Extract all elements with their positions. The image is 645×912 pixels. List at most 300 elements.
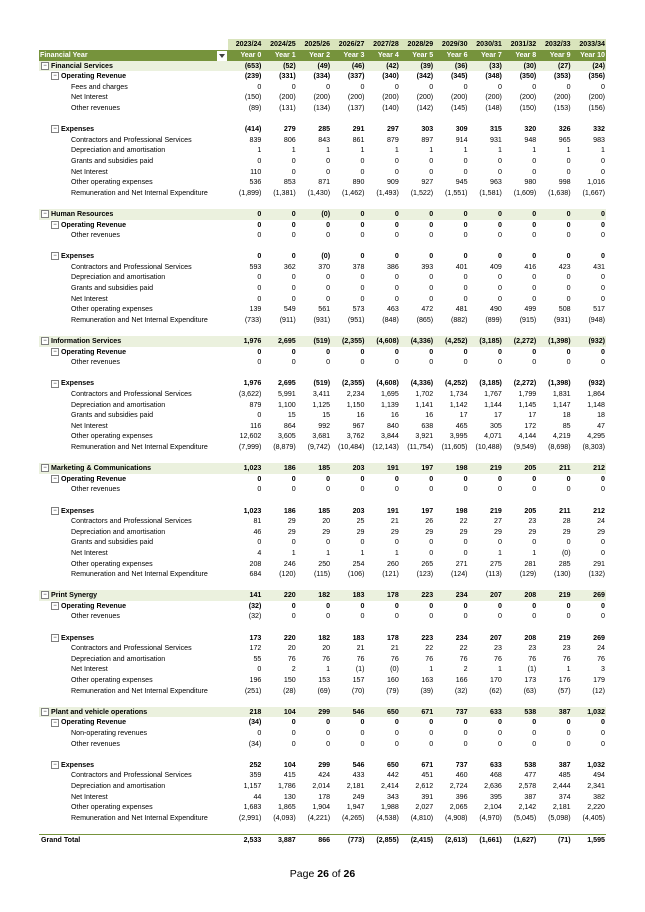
value-cell: 275	[490, 559, 502, 568]
value-cell: 737	[434, 707, 468, 718]
value-cell: 370	[318, 262, 331, 271]
value-cell: 538	[503, 707, 537, 718]
value-cell: (4,221)	[307, 813, 331, 822]
value-cell: 879	[386, 135, 399, 144]
value-cell: (1,551)	[445, 188, 468, 197]
value-cell: (12,143)	[372, 442, 399, 451]
value-cell: 0	[566, 284, 571, 293]
value-cell: 76	[425, 654, 434, 663]
value-cell: 44	[253, 792, 262, 801]
value-cell: 183	[352, 633, 365, 642]
row-label-cell	[39, 760, 228, 771]
collapse-toggle-icon[interactable]: −	[51, 634, 59, 642]
fiscal-year-header-row	[39, 39, 606, 50]
value-cell: 5,991	[277, 390, 296, 398]
value-cell: 0	[429, 167, 434, 176]
value-cell: 387	[537, 707, 571, 718]
value-cell: 0	[497, 485, 502, 494]
value-cell: 866	[297, 834, 331, 845]
table-row	[39, 188, 606, 199]
row-label-cell	[39, 643, 228, 654]
value-cell: 0	[360, 284, 365, 293]
value-cell: 0	[601, 538, 605, 547]
value-cell: (2,272)	[513, 379, 537, 388]
value-cell: 116	[250, 421, 262, 430]
value-cell: 28	[562, 517, 571, 526]
value-cell: 24	[597, 517, 605, 526]
value-cell: 2,724	[449, 781, 468, 790]
value-cell: 0	[566, 485, 571, 494]
row-label: Grants and subsidies paid	[71, 156, 154, 165]
value-cell: 212	[593, 506, 605, 515]
value-cell: 0	[497, 252, 502, 261]
value-cell: 549	[283, 305, 296, 314]
table-row	[39, 813, 606, 824]
collapse-toggle-icon[interactable]: −	[51, 221, 59, 229]
year-index-header: Year 1	[262, 50, 296, 61]
value-cell: (32)	[454, 686, 468, 695]
row-label: Net Interest	[71, 93, 108, 102]
value-cell: (39)	[400, 61, 434, 72]
value-cell: (156)	[588, 103, 605, 112]
value-cell: 481	[455, 305, 468, 314]
collapse-toggle-icon[interactable]: −	[51, 348, 59, 356]
row-label-cell	[39, 421, 228, 432]
row-label: Other revenues	[71, 103, 120, 112]
value-cell: 2,181	[346, 781, 365, 790]
value-cell: 0	[360, 612, 365, 621]
row-label-cell	[39, 686, 228, 697]
row-label: Grand Total	[41, 835, 81, 844]
spacer-row	[39, 453, 606, 464]
value-cell: (3,622)	[238, 390, 262, 398]
value-cell: 931	[490, 135, 502, 144]
value-cell: 0	[434, 209, 468, 220]
value-cell: 291	[352, 125, 365, 134]
row-label: Other operating expenses	[71, 432, 153, 441]
value-cell: 0	[566, 156, 571, 165]
value-cell: 18	[562, 411, 571, 420]
value-cell: 914	[455, 135, 468, 144]
spacer-cell	[39, 198, 606, 209]
row-label-cell	[39, 103, 228, 114]
value-cell: 843	[318, 135, 331, 144]
value-cell: 499	[524, 305, 537, 314]
value-cell: (1,398)	[537, 336, 571, 347]
collapse-toggle-icon[interactable]: −	[41, 337, 49, 345]
value-cell: 246	[283, 559, 296, 568]
year-index-header: Year 3	[331, 50, 365, 61]
value-cell: 0	[463, 156, 468, 165]
spacer-row	[39, 325, 606, 336]
row-label: Depreciation and amortisation	[71, 400, 166, 409]
value-cell: 0	[429, 273, 434, 282]
value-cell: 0	[532, 474, 537, 483]
row-label-cell	[39, 389, 228, 400]
value-cell: (153)	[554, 103, 571, 112]
row-label-cell	[39, 654, 228, 665]
value-cell: 0	[360, 273, 365, 282]
value-cell: 0	[291, 612, 296, 621]
value-cell: 170	[490, 676, 502, 685]
row-label: Remuneration and Net Internal Expenditure	[71, 570, 208, 579]
value-cell: 0	[532, 729, 537, 737]
row-label-cell	[39, 707, 228, 718]
value-cell: 1,767	[484, 390, 502, 398]
value-cell: 320	[524, 125, 537, 134]
value-cell: 671	[400, 707, 434, 718]
value-cell: 0	[497, 538, 502, 547]
value-cell: 279	[283, 125, 296, 134]
value-cell: 0	[532, 273, 537, 282]
value-cell: 0	[394, 273, 399, 282]
value-cell: 0	[257, 273, 262, 282]
value-cell: 285	[558, 559, 571, 568]
value-cell: 0	[463, 612, 468, 621]
collapse-toggle-icon[interactable]: −	[51, 72, 59, 80]
row-label: Fees and charges	[71, 82, 128, 91]
value-cell: 1	[566, 665, 571, 674]
value-cell: 0	[566, 474, 571, 483]
row-label-cell	[39, 124, 228, 135]
value-cell: 0	[469, 209, 503, 220]
spacer-row	[39, 495, 606, 506]
value-cell: 104	[283, 760, 296, 769]
value-cell: 157	[352, 676, 365, 685]
table-row	[39, 569, 606, 580]
year-index-header: Year 10	[572, 50, 606, 61]
value-cell: 24	[597, 644, 605, 653]
collapse-toggle-icon[interactable]: −	[51, 507, 59, 515]
value-cell: 20	[287, 644, 296, 653]
value-cell: (337)	[347, 72, 365, 81]
value-cell: 29	[425, 527, 434, 536]
value-cell: (24)	[572, 61, 606, 72]
value-cell: 0	[291, 156, 296, 165]
row-label-cell	[39, 802, 228, 813]
collapse-toggle-icon[interactable]: −	[51, 125, 59, 133]
row-label: Plant and vehicle operations	[51, 707, 148, 716]
value-cell: 0	[429, 347, 434, 356]
value-cell: 508	[558, 305, 571, 314]
value-cell: 223	[421, 633, 434, 642]
value-cell: (2,355)	[341, 379, 365, 388]
collapse-toggle-icon[interactable]: −	[41, 708, 49, 716]
collapse-toggle-icon[interactable]: −	[51, 719, 59, 727]
value-cell: 980	[524, 178, 537, 187]
value-cell: (150)	[519, 103, 537, 112]
value-cell: 198	[455, 506, 468, 515]
value-cell: 0	[257, 665, 262, 674]
value-cell: 0	[572, 209, 606, 220]
value-cell: 416	[524, 262, 537, 271]
value-cell: 0	[429, 284, 434, 293]
collapse-toggle-icon[interactable]: −	[41, 62, 49, 70]
value-cell: 0	[291, 231, 296, 240]
value-cell: 186	[262, 463, 296, 474]
value-cell: 0	[429, 718, 434, 727]
value-cell: 29	[597, 527, 605, 536]
value-cell: 0	[326, 294, 331, 303]
value-cell: 0	[291, 538, 296, 547]
collapse-toggle-icon[interactable]: −	[41, 210, 49, 218]
value-cell: 0	[532, 485, 537, 494]
value-cell: 150	[283, 676, 296, 685]
value-cell: 633	[469, 707, 503, 718]
value-cell: 0	[463, 485, 468, 494]
value-cell: 1,032	[572, 707, 606, 718]
value-cell: (2,991)	[238, 813, 262, 822]
value-cell: 0	[566, 347, 571, 356]
row-label-cell	[39, 188, 228, 199]
table-row	[39, 177, 606, 188]
year-index-header: Year 7	[469, 50, 503, 61]
row-label: Expenses	[61, 125, 95, 134]
value-cell: (1,661)	[469, 834, 503, 845]
value-cell: (28)	[283, 686, 296, 695]
value-cell: 250	[318, 559, 331, 568]
value-cell: 1,147	[552, 400, 571, 409]
value-cell: (1,398)	[548, 379, 571, 388]
value-cell: 0	[394, 358, 399, 367]
row-label: Depreciation and amortisation	[71, 273, 166, 282]
value-cell: 21	[390, 517, 399, 526]
row-label-cell	[39, 770, 228, 781]
value-cell: 178	[318, 792, 331, 801]
spacer-cell	[39, 823, 606, 834]
value-cell: 15	[322, 411, 331, 420]
value-cell: (1,609)	[513, 188, 537, 197]
value-cell: (145)	[450, 103, 468, 112]
value-cell: (4,908)	[445, 813, 468, 822]
value-cell: (4,970)	[479, 813, 502, 822]
value-cell: 561	[318, 305, 331, 314]
value-cell: 1	[394, 548, 399, 557]
value-cell: 76	[562, 654, 571, 663]
row-label: Remuneration and Net Internal Expenditure	[71, 442, 208, 451]
collapse-toggle-icon[interactable]: −	[51, 602, 59, 610]
value-cell: 0	[566, 612, 571, 621]
value-cell: 303	[421, 125, 434, 134]
value-cell: 0	[566, 294, 571, 303]
value-cell: 538	[524, 760, 537, 769]
value-cell: 472	[421, 305, 434, 314]
value-cell: (4,252)	[445, 379, 468, 388]
value-cell: (124)	[450, 570, 468, 579]
value-cell: 0	[291, 358, 296, 367]
value-cell: 0	[360, 156, 365, 165]
value-cell: (134)	[313, 103, 331, 112]
value-cell: 0	[532, 231, 537, 240]
service-group-row	[39, 336, 606, 347]
value-cell: 890	[352, 178, 365, 187]
value-cell: 1,142	[449, 400, 468, 409]
value-cell: (121)	[382, 570, 399, 579]
value-cell: 1,148	[587, 400, 605, 409]
value-cell: 0	[532, 612, 537, 621]
value-cell: 0	[326, 718, 331, 727]
value-cell: 965	[558, 135, 571, 144]
filter-dropdown-icon[interactable]	[217, 51, 227, 61]
value-cell: 0	[463, 167, 468, 176]
value-cell: 0	[463, 284, 468, 293]
value-cell: 0	[326, 538, 331, 547]
value-cell: (2,613)	[434, 834, 468, 845]
collapse-toggle-icon[interactable]: −	[51, 761, 59, 769]
value-cell: 2,695	[277, 379, 296, 388]
value-cell: (348)	[485, 72, 502, 81]
value-cell: (140)	[382, 103, 399, 112]
row-label-cell	[39, 220, 228, 231]
value-cell: 1	[429, 146, 434, 155]
collapse-toggle-icon[interactable]: −	[41, 591, 49, 599]
value-cell: 0	[601, 474, 605, 483]
value-cell: 172	[524, 421, 537, 430]
row-label-cell	[39, 633, 228, 644]
value-cell: (1,638)	[548, 188, 571, 197]
value-cell: 0	[360, 167, 365, 176]
value-cell: (331)	[279, 72, 296, 81]
spacer-cell	[39, 580, 606, 591]
value-cell: 948	[524, 135, 537, 144]
table-row	[39, 92, 606, 103]
grand-total-row	[39, 834, 606, 845]
service-group-row	[39, 209, 606, 220]
collapse-toggle-icon[interactable]: −	[41, 464, 49, 472]
value-cell: 0	[257, 284, 262, 293]
value-cell: 178	[386, 633, 399, 642]
table-body	[39, 61, 606, 846]
year-index-header: Year 0	[228, 50, 262, 61]
value-cell: 395	[490, 792, 502, 801]
table-row	[39, 548, 606, 559]
value-cell: 0	[360, 220, 365, 229]
service-group-row	[39, 707, 606, 718]
value-cell: 218	[228, 707, 262, 718]
value-cell: (340)	[382, 72, 399, 81]
value-cell: 485	[558, 771, 571, 780]
value-cell: 326	[558, 125, 571, 134]
value-cell: 0	[532, 601, 537, 610]
value-cell: 442	[386, 771, 399, 780]
row-label-cell	[39, 834, 228, 845]
collapse-toggle-icon[interactable]: −	[51, 252, 59, 260]
subtotal-row	[39, 506, 606, 517]
value-cell: 23	[494, 644, 502, 653]
year-index-header: Year 5	[400, 50, 434, 61]
value-cell: 22	[459, 644, 468, 653]
value-cell: (0)	[561, 548, 571, 557]
value-cell: 879	[249, 400, 262, 409]
value-cell: 3,995	[449, 432, 468, 441]
value-cell: 839	[249, 135, 262, 144]
value-cell: 29	[528, 527, 537, 536]
value-cell: 15	[287, 411, 296, 420]
row-label: Net Interest	[71, 421, 108, 430]
value-cell: (132)	[588, 570, 605, 579]
value-cell: 23	[528, 644, 537, 653]
value-cell: 85	[562, 421, 571, 430]
value-cell: 393	[421, 262, 434, 271]
row-label: Contractors and Professional Services	[71, 517, 192, 526]
value-cell: (519)	[313, 379, 331, 388]
value-cell: (34)	[248, 718, 262, 727]
row-label: Contractors and Professional Services	[71, 262, 192, 271]
table-row	[39, 770, 606, 781]
value-cell: 1,023	[228, 463, 262, 474]
row-label: Expenses	[61, 379, 95, 388]
value-cell: 3,762	[346, 432, 365, 441]
row-label: Operating Revenue	[61, 474, 127, 483]
value-cell: 104	[262, 707, 296, 718]
value-cell: (49)	[297, 61, 331, 72]
value-cell: 203	[352, 506, 365, 515]
value-cell: 871	[318, 178, 331, 187]
value-cell: 0	[257, 358, 262, 367]
table-row	[39, 389, 606, 400]
value-cell: 460	[455, 771, 468, 780]
value-cell: (7,999)	[238, 442, 262, 451]
value-cell: 1,144	[484, 400, 502, 409]
value-cell: 468	[490, 771, 502, 780]
year-column-header: 2030/31	[469, 39, 503, 50]
value-cell: (0)	[297, 209, 331, 220]
value-cell: 490	[490, 305, 502, 314]
value-cell: 465	[455, 421, 468, 430]
row-label-cell	[39, 209, 228, 220]
value-cell: 212	[572, 463, 606, 474]
collapse-toggle-icon[interactable]: −	[51, 475, 59, 483]
value-cell: 2,234	[346, 390, 365, 398]
row-label-cell	[39, 717, 228, 728]
value-cell: 0	[601, 485, 605, 494]
row-label: Print Synergy	[51, 591, 98, 600]
value-cell: 1,864	[587, 390, 605, 398]
value-cell: 0	[257, 485, 262, 494]
value-cell: 0	[228, 209, 262, 220]
row-label: Grants and subsidies paid	[71, 538, 154, 547]
table-row	[39, 135, 606, 146]
value-cell: 0	[394, 167, 399, 176]
table-row	[39, 315, 606, 326]
value-cell: 0	[532, 739, 537, 748]
value-cell: 0	[291, 601, 296, 610]
collapse-toggle-icon[interactable]: −	[51, 380, 59, 388]
value-cell: 0	[566, 739, 571, 748]
row-label-cell	[39, 283, 228, 294]
value-cell: 160	[386, 676, 399, 685]
value-cell: (4,608)	[376, 379, 399, 388]
spacer-cell	[39, 325, 606, 336]
row-label-cell	[39, 71, 228, 82]
value-cell: 983	[593, 135, 605, 144]
spacer-row	[39, 114, 606, 125]
value-cell: (200)	[588, 93, 605, 102]
value-cell: 359	[249, 771, 262, 780]
value-cell: 219	[469, 463, 503, 474]
value-cell: 271	[455, 559, 468, 568]
value-cell: 20	[322, 517, 331, 526]
value-cell: 0	[326, 273, 331, 282]
value-cell: 0	[497, 82, 502, 91]
value-cell: 4	[257, 548, 262, 557]
row-label-cell	[39, 506, 228, 517]
value-cell: 2,104	[484, 803, 502, 812]
table-row	[39, 484, 606, 495]
value-cell: 0	[326, 82, 331, 91]
value-cell: (848)	[382, 315, 399, 324]
value-cell: (1,381)	[273, 188, 296, 197]
